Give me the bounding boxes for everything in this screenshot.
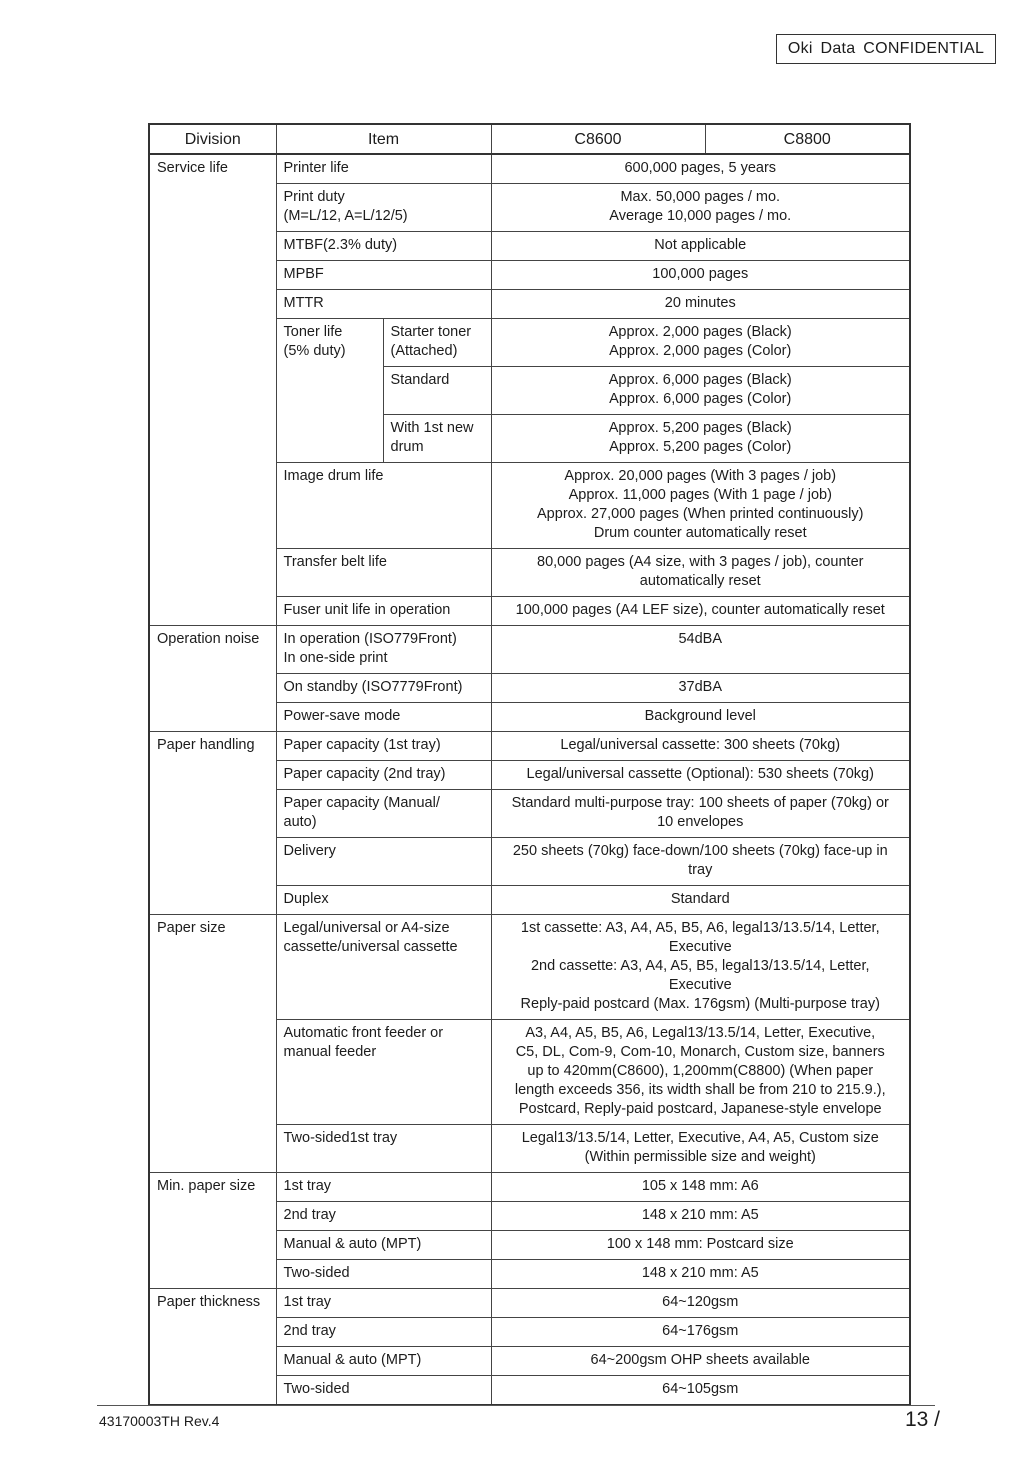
item-cell: Automatic front feeder or manual feeder [276,1020,491,1125]
value-cell: 100,000 pages [491,261,910,290]
value-cell: Background level [491,703,910,732]
division-service-life: Service life [149,154,276,626]
item-cell: Paper capacity (Manual/ auto) [276,790,491,838]
value-cell: Approx. 20,000 pages (With 3 pages / job) Approx. 11,000 pages (With 1 page / job) Approx. 27,000 pages (When printed continuously) Drum counter automatically reset [491,463,910,549]
footer-divider [97,1405,935,1406]
item-cell: Paper capacity (2nd tray) [276,761,491,790]
item-cell: MPBF [276,261,491,290]
value-cell: Approx. 2,000 pages (Black) Approx. 2,000 pages (Color) [491,319,910,367]
header-c8800: C8800 [705,124,910,154]
value-cell: Legal/universal cassette (Optional): 530 sheets (70kg) [491,761,910,790]
item-cell: Paper capacity (1st tray) [276,732,491,761]
subitem-cell: Starter toner (Attached) [383,319,491,367]
spec-table [148,123,911,1406]
value-cell: Not applicable [491,232,910,261]
item-cell: 2nd tray [276,1318,491,1347]
item-cell: MTBF(2.3% duty) [276,232,491,261]
division-paper-size: Paper size [149,915,276,1173]
item-cell: Power-save mode [276,703,491,732]
value-cell: Standard [491,886,910,915]
value-cell: Legal13/13.5/14, Letter, Executive, A4, A5, Custom size (Within permissible size and weight) [491,1125,910,1173]
value-cell: 148 x 210 mm: A5 [491,1260,910,1289]
value-cell: Approx. 6,000 pages (Black) Approx. 6,000 pages (Color) [491,367,910,415]
item-cell: Print duty (M=L/12, A=L/12/5) [276,184,491,232]
table-row [149,1289,910,1318]
value-cell: 100,000 pages (A4 LEF size), counter automatically reset [491,597,910,626]
page-number: 13 / [904,1408,940,1431]
item-cell: Duplex [276,886,491,915]
item-cell: 1st tray [276,1173,491,1202]
value-cell: Standard multi-purpose tray: 100 sheets of paper (70kg) or 10 envelopes [491,790,910,838]
table-row [149,1173,910,1202]
division-operation-noise: Operation noise [149,626,276,732]
value-cell: 20 minutes [491,290,910,319]
item-cell: Two-sided1st tray [276,1125,491,1173]
item-cell: On standby (ISO7779Front) [276,674,491,703]
item-cell: Two-sided [276,1376,491,1406]
table-row [149,626,910,674]
item-cell: 2nd tray [276,1202,491,1231]
value-cell: 64~176gsm [491,1318,910,1347]
value-cell: 64~105gsm [491,1376,910,1406]
division-min-paper-size: Min. paper size [149,1173,276,1289]
value-cell: 80,000 pages (A4 size, with 3 pages / job), counter automatically reset [491,549,910,597]
value-cell: 600,000 pages, 5 years [491,154,910,184]
item-cell: Legal/universal or A4-size cassette/universal cassette [276,915,491,1020]
value-cell: 100 x 148 mm: Postcard size [491,1231,910,1260]
value-cell: 64~120gsm [491,1289,910,1318]
value-cell: 1st cassette: A3, A4, A5, B5, A6, legal13/13.5/14, Letter, Executive 2nd cassette: A3, A4, A5, B5, legal13/13.5/14, Letter, Executive Reply-paid postcard (Max. 176gsm) (Multi-purpose tray) [491,915,910,1020]
item-cell: Printer life [276,154,491,184]
table-row [149,732,910,761]
item-cell-toner-life: Toner life (5% duty) [276,319,383,463]
item-cell: 1st tray [276,1289,491,1318]
table-row [149,154,910,184]
item-cell: Image drum life [276,463,491,549]
item-cell: Transfer belt life [276,549,491,597]
value-cell: 37dBA [491,674,910,703]
division-paper-handling: Paper handling [149,732,276,915]
item-cell: Two-sided [276,1260,491,1289]
item-cell: In operation (ISO779Front) In one-side print [276,626,491,674]
item-cell: Delivery [276,838,491,886]
value-cell: A3, A4, A5, B5, A6, Legal13/13.5/14, Letter, Executive, C5, DL, Com-9, Com-10, Monarch, Custom size, banners up to 420mm(C8600), 1,200mm(C8800) (When paper length exceeds 356, its width shall be from 210 to 215.9.), Postcard, Reply-paid postcard, Japanese-style envelope [491,1020,910,1125]
table-row [149,915,910,1020]
value-cell: 54dBA [491,626,910,674]
division-paper-thickness: Paper thickness [149,1289,276,1406]
value-cell: 250 sheets (70kg) face-down/100 sheets (70kg) face-up in tray [491,838,910,886]
confidential-label: Oki Data CONFIDENTIAL [776,34,996,64]
value-cell: 64~200gsm OHP sheets available [491,1347,910,1376]
item-cell: Fuser unit life in operation [276,597,491,626]
subitem-cell: Standard [383,367,491,415]
value-cell: Legal/universal cassette: 300 sheets (70kg) [491,732,910,761]
value-cell: Max. 50,000 pages / mo. Average 10,000 pages / mo. [491,184,910,232]
value-cell: Approx. 5,200 pages (Black) Approx. 5,200 pages (Color) [491,415,910,463]
value-cell: 105 x 148 mm: A6 [491,1173,910,1202]
item-cell: MTTR [276,290,491,319]
header-c8600: C8600 [491,124,705,154]
item-cell: Manual & auto (MPT) [276,1347,491,1376]
header-division: Division [149,124,276,154]
item-cell: Manual & auto (MPT) [276,1231,491,1260]
header-item: Item [276,124,491,154]
document-number: 43170003TH Rev.4 [99,1413,220,1429]
subitem-cell: With 1st new drum [383,415,491,463]
table-header-row [149,124,910,154]
value-cell: 148 x 210 mm: A5 [491,1202,910,1231]
